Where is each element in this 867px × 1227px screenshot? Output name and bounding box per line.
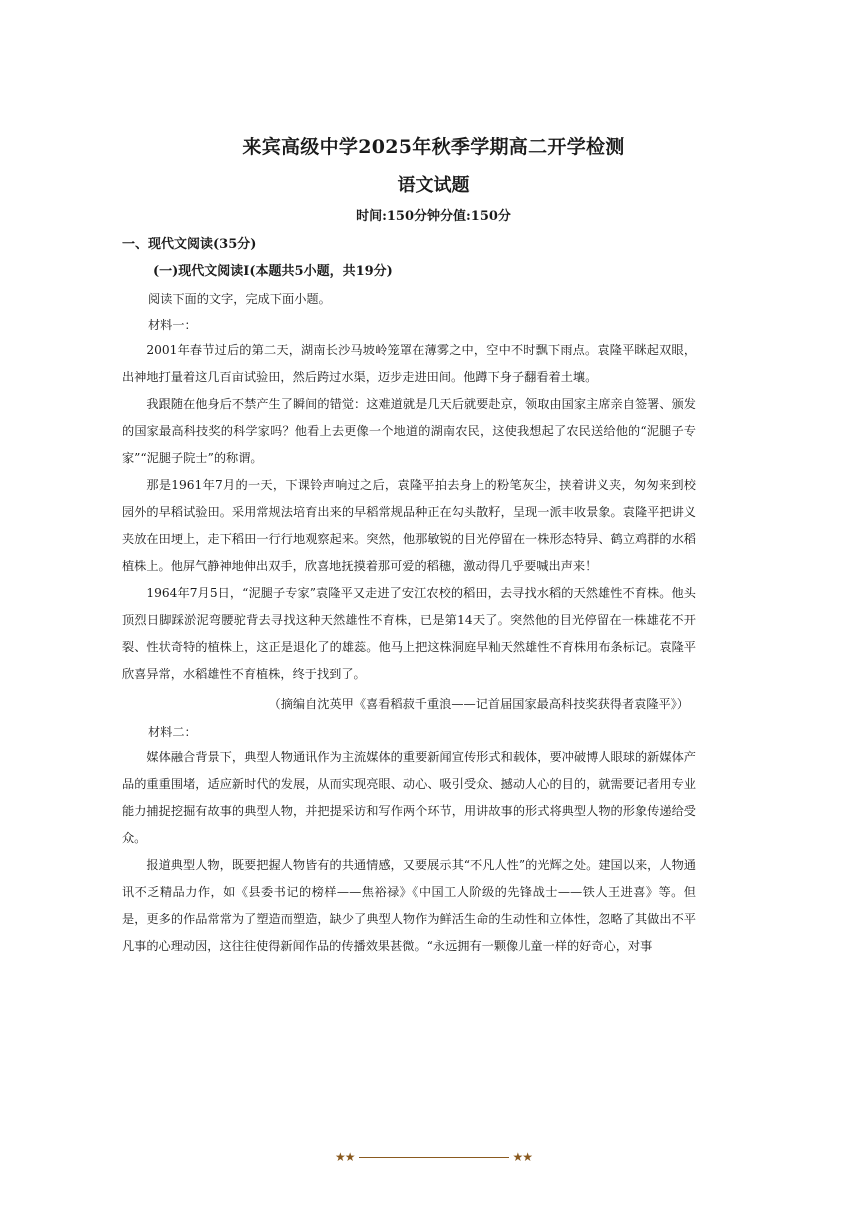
subsection-heading: (一)现代文阅读Ⅰ(本题共5小题，共19分) [153,264,393,279]
exam-timing: 时间:150分钟分值:150分 [356,209,511,224]
material2-body [122,744,696,960]
material2-label: 材料二： [148,725,197,739]
material1-paragraph: 我跟随在他身后不禁产生了瞬间的错觉：这难道就是几天后就要赴京，领取由国家主席亲自签署、颁发的国家最高科技奖的科学家吗？他看上去更像一个地道的湖南农民，这使我想起了农民送给他的“泥腿子专家”“泥腿子院士”的称谓。 [122,397,696,465]
page-footer-ornament [0,1150,867,1164]
material1-paragraph: 1964年7月5日，“泥腿子专家”袁隆平又走进了安江农校的稻田，去寻找水稻的天然雄性不育株。他头顶烈日脚踩淤泥弯腰驼背去寻找这种天然雄性不育株，已是第14天了。突然他的目光停留在一株雄花不开裂、性状奇特的植株上，这正是退化了的雄蕊。他马上把这株洞庭早籼天然雄性不育株用布条标记。袁隆平欣喜异常，水稻雄性不育植株，终于找到了。 [122,586,696,681]
exam-subtitle: 语文试题 [397,175,470,196]
material1-label: 材料一： [148,318,197,332]
material1-body [122,337,696,688]
star-icon: ★★ [512,1150,533,1164]
instruction-text: 阅读下面的文字，完成下面小题。 [148,292,331,306]
footer-divider [359,1157,509,1158]
star-icon: ★★ [334,1150,355,1164]
section-heading: 一、现代文阅读(35分) [122,237,257,252]
material2-paragraph: 媒体融合背景下，典型人物通讯作为主流媒体的重要新闻宣传形式和载体，要冲破博人眼球的新媒体产品的重重围堵，适应新时代的发展，从而实现亮眼、动心、吸引受众、撼动人心的目的，就需要记者用专业能力捕捉挖掘有故事的典型人物，并把提采访和写作两个环节，用讲故事的形式将典型人物的形象传递给受众。 [122,750,696,845]
material1-paragraph: 2001年春节过后的第二天，湖南长沙马坡岭笼罩在薄雾之中，空中不时飘下雨点。袁隆平眯起双眼，出神地打量着这几百亩试验田，然后跨过水渠，迈步走进田间。他蹲下身子翻看着土壤。 [122,343,696,384]
material1-paragraph: 那是1961年7月的一天，下课铃声响过之后，袁隆平拍去身上的粉笔灰尘，挟着讲义夹，匆匆来到校园外的早稻试验田。采用常规法培育出来的早稻常规品种正在勾头散籽，呈现一派丰收景象。袁隆平把讲义夹放在田埂上，走下稻田一行行地观察起来。突然，他那敏锐的目光停留在一株形态特异、鹤立鸡群的水稻植株上。他屏气静神地伸出双手，欣喜地抚摸着那可爱的稻穗，激动得几乎要喊出声来！ [122,478,696,573]
material2-paragraph: 报道典型人物，既要把握人物皆有的共通情感，又要展示其“不凡人性”的光辉之处。建国以来，人物通讯不乏精品力作，如《县委书记的榜样——焦裕禄》《中国工人阶级的先锋战士——铁人王进喜》等。但是，更多的作品常常为了塑造而塑造，缺少了典型人物作为鲜活生命的生动性和立体性，忽略了其做出不平凡事的心理动因，这往往使得新闻作品的传播效果甚微。“永远拥有一颗像儿童一样的好奇心，对事 [122,858,696,953]
material1-source: （摘编自沈英甲《喜看稻菽千重浪——记首届国家最高科技奖获得者袁隆平》） [268,697,689,711]
exam-title: 来宾高级中学2025年秋季学期高二开学检测 [242,136,625,158]
